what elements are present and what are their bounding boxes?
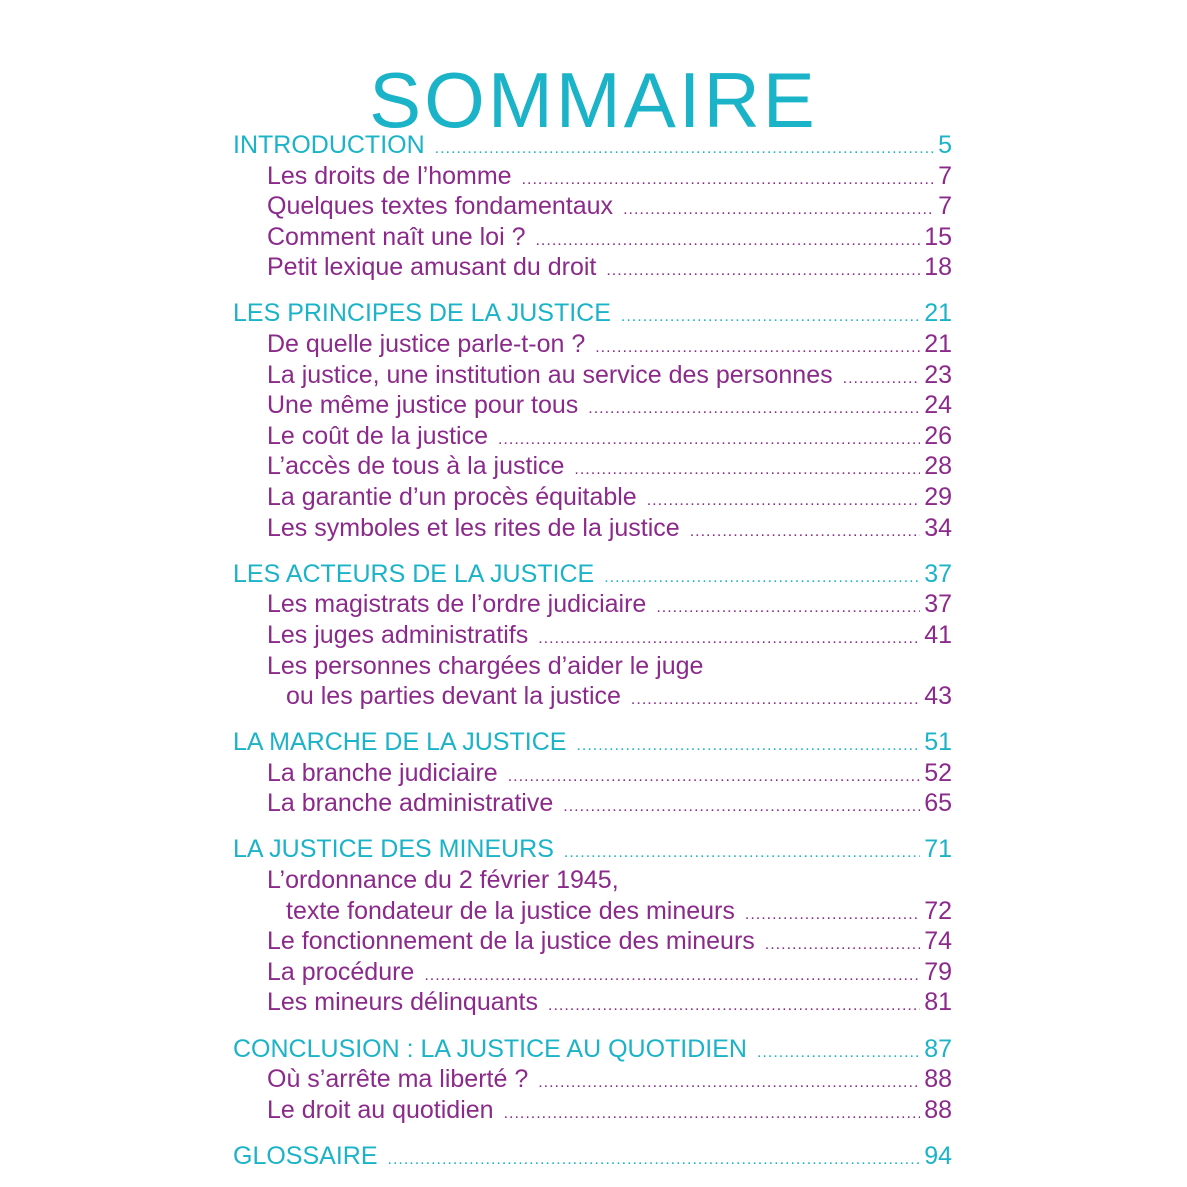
toc-section[interactable]: [233, 834, 952, 865]
toc-section[interactable]: [233, 1034, 952, 1065]
toc-entry-label: Les droits de l’homme: [267, 161, 512, 190]
toc-entry-label: De quelle justice parle-t-on ?: [267, 330, 586, 359]
toc-section-label: LA MARCHE DE LA JUSTICE: [233, 728, 567, 757]
toc-entry[interactable]: [233, 651, 952, 682]
toc-entry[interactable]: [233, 589, 952, 620]
toc-entry-page-number: 74: [924, 927, 952, 956]
toc-entry-label: Quelques textes fondamentaux: [267, 192, 614, 221]
toc-entry-label: Les juges administratifs: [267, 620, 529, 649]
toc-entry-page-number: 28: [924, 452, 952, 481]
toc-entry[interactable]: [233, 191, 952, 222]
toc-entry-page-number: 79: [924, 957, 952, 986]
toc-entry[interactable]: [233, 987, 952, 1018]
toc-entry-label: La branche administrative: [267, 789, 554, 818]
toc-entry-label: Comment naît une loi ?: [267, 222, 526, 251]
dot-leader: [588, 394, 920, 425]
toc-section-page-number: 51: [924, 728, 952, 757]
toc-entry[interactable]: [233, 513, 952, 544]
toc-entry-label: La garantie d’un procès équitable: [267, 483, 637, 512]
dot-leader: [604, 563, 920, 594]
dot-leader: [388, 1145, 921, 1176]
toc-section-label: LES ACTEURS DE LA JUSTICE: [233, 559, 595, 588]
dot-leader: [647, 486, 920, 517]
toc-entry-page-number: 88: [924, 1065, 952, 1094]
toc-section-page-number: 94: [924, 1141, 952, 1170]
toc-entry-label: Où s’arrête ma liberté ?: [267, 1065, 529, 1094]
toc-entry[interactable]: [233, 451, 952, 482]
toc-entry-page-number: 52: [924, 758, 952, 787]
toc-entry-continuation-page-number: 43: [924, 682, 952, 711]
toc-entry-page-number: 29: [924, 483, 952, 512]
toc-entry-label: Les symboles et les rites de la justice: [267, 513, 680, 542]
table-of-contents: [233, 130, 952, 1171]
toc-entry-page-number: 23: [924, 360, 952, 389]
toc-section-label: CONCLUSION : LA JUSTICE AU QUOTIDIEN: [233, 1034, 747, 1063]
toc-entry[interactable]: [233, 1095, 952, 1126]
toc-section[interactable]: [233, 298, 952, 329]
toc-entry-continuation-label: texte fondateur de la justice des mineurs: [286, 896, 735, 925]
dot-leader: [606, 256, 920, 287]
toc-entry-label: Les personnes chargées d’aider le juge: [267, 651, 704, 680]
dot-leader: [576, 731, 920, 762]
dot-leader: [623, 195, 934, 226]
toc-section[interactable]: [233, 559, 952, 590]
toc-section-page-number: 5: [938, 131, 952, 159]
toc-section-label: LES PRINCIPES DE LA JUSTICE: [233, 299, 611, 328]
toc-entry[interactable]: [233, 957, 952, 988]
toc-entry[interactable]: [233, 865, 952, 896]
dot-leader: [757, 1038, 920, 1069]
toc-entry[interactable]: [233, 222, 952, 253]
toc-entry[interactable]: [233, 329, 952, 360]
toc-entry[interactable]: [233, 1064, 952, 1095]
toc-entry[interactable]: [233, 788, 952, 819]
toc-entry-page-number: 41: [924, 620, 952, 649]
toc-entry-page-number: 26: [924, 421, 952, 450]
toc-section-page-number: 21: [924, 299, 952, 328]
toc-entry[interactable]: [233, 482, 952, 513]
toc-section-page-number: 71: [924, 835, 952, 864]
toc-entry-page-number: 88: [924, 1095, 952, 1124]
dot-leader: [631, 685, 920, 716]
dot-leader: [621, 302, 920, 333]
dot-leader: [765, 930, 920, 961]
toc-entry-page-number: 34: [924, 513, 952, 542]
toc-section-label: INTRODUCTION: [233, 131, 425, 159]
toc-section-label: GLOSSAIRE: [233, 1141, 378, 1170]
dot-leader: [508, 762, 920, 793]
toc-entry-label: Les magistrats de l’ordre judiciaire: [267, 590, 647, 619]
toc-entry-page-number: 7: [938, 192, 952, 221]
toc-entry-label: Le coût de la justice: [267, 421, 488, 450]
toc-entry-page-number: 24: [924, 391, 952, 420]
toc-entry-continuation-page-number: 72: [924, 896, 952, 925]
toc-entry[interactable]: [233, 161, 952, 192]
toc-entry-continuation[interactable]: [233, 896, 952, 927]
toc-entry-label: Les mineurs délinquants: [267, 988, 538, 1017]
page-title: SOMMAIRE: [369, 56, 818, 145]
toc-entry[interactable]: [233, 421, 952, 452]
toc-entry[interactable]: [233, 390, 952, 421]
toc-entry-label: La procédure: [267, 957, 415, 986]
dot-leader: [538, 1068, 920, 1099]
toc-entry-label: L’ordonnance du 2 février 1945,: [267, 866, 619, 895]
toc-section-page-number: 87: [924, 1034, 952, 1063]
dot-leader: [843, 364, 921, 395]
dot-leader: [656, 593, 920, 624]
toc-entry[interactable]: [233, 620, 952, 651]
toc-section-page-number: 37: [924, 559, 952, 588]
toc-entry-label: Petit lexique amusant du droit: [267, 253, 597, 282]
toc-entry-label: Une même justice pour tous: [267, 391, 579, 420]
toc-entry-label: L’accès de tous à la justice: [267, 452, 565, 481]
toc-section[interactable]: [233, 130, 952, 161]
toc-entry-page-number: 81: [924, 988, 952, 1017]
toc-entry-page-number: 18: [924, 253, 952, 282]
toc-entry-page-number: 21: [924, 330, 952, 359]
toc-entry-continuation[interactable]: [233, 681, 952, 712]
dot-leader: [504, 1099, 921, 1130]
toc-entry[interactable]: [233, 252, 952, 283]
toc-entry[interactable]: [233, 926, 952, 957]
toc-entry-page-number: 65: [924, 789, 952, 818]
toc-entry-label: Le droit au quotidien: [267, 1095, 494, 1124]
toc-entry[interactable]: [233, 360, 952, 391]
toc-entry-page-number: 7: [938, 161, 952, 190]
dot-leader: [548, 991, 920, 1022]
dot-leader: [563, 792, 920, 823]
dot-leader: [745, 900, 920, 931]
toc-entry-label: La branche judiciaire: [267, 758, 498, 787]
dot-leader: [690, 517, 921, 548]
toc-entry-continuation-label: ou les parties devant la justice: [286, 682, 621, 711]
toc-entry-label: La justice, une institution au service des personnes: [267, 360, 833, 389]
toc-section[interactable]: [233, 727, 952, 758]
toc-section[interactable]: [233, 1141, 952, 1172]
toc-entry[interactable]: [233, 758, 952, 789]
toc-section-label: LA JUSTICE DES MINEURS: [233, 835, 554, 864]
toc-entry-page-number: 15: [924, 222, 952, 251]
toc-entry-page-number: 37: [924, 590, 952, 619]
toc-entry-label: Le fonctionnement de la justice des mineurs: [267, 927, 755, 956]
